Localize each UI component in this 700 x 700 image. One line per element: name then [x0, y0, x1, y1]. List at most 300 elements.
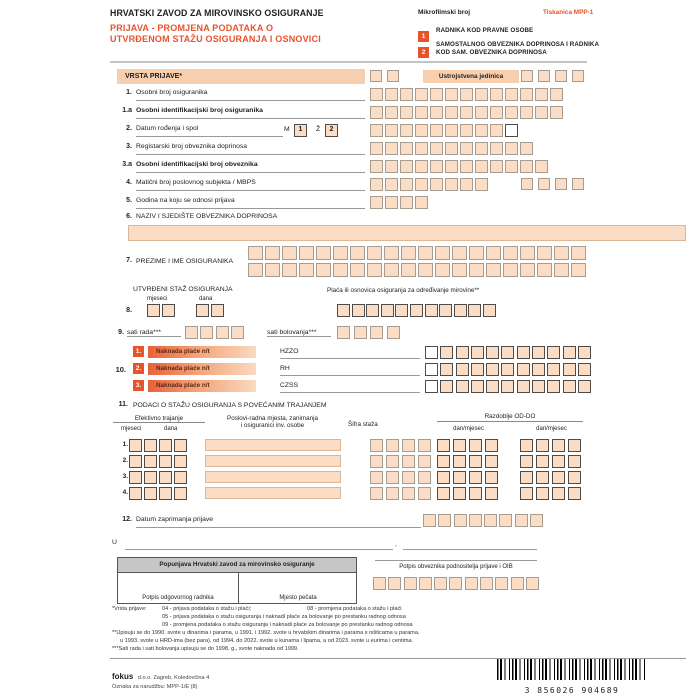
form-cell[interactable]: [485, 455, 498, 468]
form-cell[interactable]: [501, 380, 514, 393]
form-cell[interactable]: [517, 380, 530, 393]
form-cell[interactable]: [415, 196, 428, 209]
submitter-oib-boxes[interactable]: [373, 577, 541, 590]
vrsta-prijave-boxes[interactable]: [370, 70, 404, 82]
section-10-boxes-czss[interactable]: [425, 380, 593, 393]
form-cell[interactable]: [485, 487, 498, 500]
row-6-name-field[interactable]: [128, 225, 686, 241]
form-cell[interactable]: [430, 178, 443, 191]
form-cell[interactable]: [469, 246, 484, 260]
form-cell[interactable]: [386, 439, 399, 452]
form-cell[interactable]: [367, 263, 382, 277]
form-cell[interactable]: [384, 246, 399, 260]
form-cell[interactable]: [555, 178, 567, 190]
form-cell[interactable]: [483, 304, 496, 317]
form-cell[interactable]: [485, 439, 498, 452]
form-cell[interactable]: [434, 577, 447, 590]
form-cell[interactable]: [425, 346, 438, 359]
form-cell[interactable]: [159, 439, 172, 452]
form-cell[interactable]: [373, 577, 386, 590]
section-11-row-4-job-field[interactable]: [205, 487, 341, 499]
form-cell[interactable]: [425, 304, 438, 317]
form-cell[interactable]: [480, 577, 493, 590]
form-cell[interactable]: [415, 124, 428, 137]
form-cell[interactable]: [521, 70, 533, 82]
form-cell[interactable]: [350, 246, 365, 260]
form-cell[interactable]: [475, 124, 488, 137]
section-11-row-3-job-field[interactable]: [205, 471, 341, 483]
form-cell[interactable]: [536, 455, 549, 468]
form-cell[interactable]: [490, 88, 503, 101]
form-cell[interactable]: [385, 106, 398, 119]
row-7-boxes-line2[interactable]: [248, 263, 588, 277]
row-4-boxes-a[interactable]: [370, 178, 490, 191]
form-cell[interactable]: [486, 363, 499, 376]
form-cell[interactable]: [216, 326, 229, 339]
form-cell[interactable]: [505, 88, 518, 101]
form-cell[interactable]: [159, 455, 172, 468]
form-cell[interactable]: [449, 577, 462, 590]
form-cell[interactable]: [144, 471, 157, 484]
form-cell[interactable]: [535, 106, 548, 119]
section-10-boxes-hzzo[interactable]: [425, 346, 593, 359]
form-cell[interactable]: [248, 263, 263, 277]
form-cell[interactable]: [211, 304, 224, 317]
form-cell[interactable]: [568, 487, 581, 500]
section-12-boxes[interactable]: [423, 514, 545, 527]
section-8-months-boxes[interactable]: [147, 304, 177, 317]
form-cell[interactable]: [265, 263, 280, 277]
form-cell[interactable]: [388, 577, 401, 590]
form-cell[interactable]: [452, 263, 467, 277]
form-cell[interactable]: [568, 471, 581, 484]
form-cell[interactable]: [440, 363, 453, 376]
form-cell[interactable]: [532, 363, 545, 376]
form-cell[interactable]: [520, 439, 533, 452]
form-cell[interactable]: [547, 346, 560, 359]
form-cell[interactable]: [505, 142, 518, 155]
form-cell[interactable]: [159, 471, 172, 484]
form-cell[interactable]: [385, 142, 398, 155]
form-cell[interactable]: [200, 326, 213, 339]
form-cell[interactable]: [460, 142, 473, 155]
form-cell[interactable]: [571, 263, 586, 277]
form-cell[interactable]: [520, 246, 535, 260]
form-cell[interactable]: [532, 380, 545, 393]
form-cell[interactable]: [415, 178, 428, 191]
form-cell[interactable]: [555, 70, 567, 82]
form-cell[interactable]: [471, 346, 484, 359]
form-cell[interactable]: [535, 88, 548, 101]
form-cell[interactable]: [402, 439, 415, 452]
form-cell[interactable]: [299, 246, 314, 260]
form-cell[interactable]: [495, 577, 508, 590]
form-cell[interactable]: [400, 178, 413, 191]
form-cell[interactable]: [505, 106, 518, 119]
form-cell[interactable]: [445, 88, 458, 101]
form-cell[interactable]: [370, 70, 382, 82]
section-12-line[interactable]: [136, 527, 421, 528]
form-cell[interactable]: [445, 178, 458, 191]
form-cell[interactable]: [503, 263, 518, 277]
form-cell[interactable]: [465, 577, 478, 590]
form-cell[interactable]: [552, 455, 565, 468]
form-cell[interactable]: [521, 178, 533, 190]
form-cell[interactable]: [299, 263, 314, 277]
form-cell[interactable]: [425, 380, 438, 393]
form-cell[interactable]: [437, 487, 450, 500]
section-10-line-1[interactable]: [280, 358, 420, 359]
form-cell[interactable]: [486, 346, 499, 359]
row-2-boxes[interactable]: [370, 124, 505, 137]
form-cell[interactable]: [385, 124, 398, 137]
form-cell[interactable]: [385, 160, 398, 173]
form-cell[interactable]: [475, 142, 488, 155]
form-cell[interactable]: [129, 471, 142, 484]
form-cell[interactable]: [333, 263, 348, 277]
form-cell[interactable]: [445, 124, 458, 137]
form-cell[interactable]: [568, 439, 581, 452]
form-cell[interactable]: [460, 124, 473, 137]
form-cell[interactable]: [471, 363, 484, 376]
form-cell[interactable]: [468, 304, 481, 317]
form-cell[interactable]: [370, 196, 383, 209]
form-cell[interactable]: [453, 439, 466, 452]
section-10-line-3[interactable]: [280, 392, 420, 393]
form-cell[interactable]: [415, 88, 428, 101]
form-cell[interactable]: [440, 380, 453, 393]
section-11-row-3-eff-boxes[interactable]: [129, 471, 189, 484]
form-cell[interactable]: [418, 246, 433, 260]
form-cell[interactable]: [400, 196, 413, 209]
form-cell[interactable]: [554, 263, 569, 277]
form-cell[interactable]: [129, 487, 142, 500]
form-cell[interactable]: [520, 160, 533, 173]
form-cell[interactable]: [423, 514, 436, 527]
form-cell[interactable]: [440, 346, 453, 359]
form-cell[interactable]: [385, 88, 398, 101]
form-cell[interactable]: [370, 142, 383, 155]
form-cell[interactable]: [535, 160, 548, 173]
form-cell[interactable]: [333, 246, 348, 260]
section-10-line-2[interactable]: [280, 375, 420, 376]
form-cell[interactable]: [370, 124, 383, 137]
form-cell[interactable]: [400, 124, 413, 137]
form-cell[interactable]: [456, 363, 469, 376]
form-cell[interactable]: [454, 304, 467, 317]
form-cell[interactable]: [352, 304, 365, 317]
section-11-row-3-code-boxes[interactable]: [370, 471, 434, 484]
form-cell[interactable]: [425, 363, 438, 376]
form-cell[interactable]: [563, 363, 576, 376]
form-cell[interactable]: [144, 439, 157, 452]
form-cell[interactable]: [129, 455, 142, 468]
row-3a-line[interactable]: [136, 172, 365, 173]
form-cell[interactable]: [385, 178, 398, 191]
form-cell[interactable]: [231, 326, 244, 339]
form-cell[interactable]: [370, 160, 383, 173]
form-cell[interactable]: [144, 455, 157, 468]
form-cell[interactable]: [384, 263, 399, 277]
form-cell[interactable]: [530, 514, 543, 527]
form-cell[interactable]: [520, 88, 533, 101]
section-8-salary-boxes[interactable]: [337, 304, 498, 317]
row-1-line[interactable]: [136, 100, 365, 101]
section-8-days-boxes[interactable]: [196, 304, 226, 317]
form-cell[interactable]: [520, 106, 533, 119]
form-cell[interactable]: [402, 471, 415, 484]
section-11-row-4-code-boxes[interactable]: [370, 487, 434, 500]
section-11-row-1-code-boxes[interactable]: [370, 439, 434, 452]
form-cell[interactable]: [196, 304, 209, 317]
form-cell[interactable]: [515, 514, 528, 527]
form-cell[interactable]: [418, 471, 431, 484]
form-cell[interactable]: [568, 455, 581, 468]
form-cell[interactable]: [517, 363, 530, 376]
form-cell[interactable]: [452, 246, 467, 260]
row-3a-boxes[interactable]: [370, 160, 550, 173]
form-cell[interactable]: [445, 106, 458, 119]
section-11-row-4-to-boxes[interactable]: [520, 487, 584, 500]
form-cell[interactable]: [435, 263, 450, 277]
form-cell[interactable]: [552, 471, 565, 484]
form-cell[interactable]: [418, 487, 431, 500]
section-9-work-boxes[interactable]: [185, 326, 246, 339]
form-cell[interactable]: [547, 363, 560, 376]
form-cell[interactable]: [536, 487, 549, 500]
form-cell[interactable]: [435, 246, 450, 260]
form-cell[interactable]: [129, 439, 142, 452]
form-cell[interactable]: [499, 514, 512, 527]
form-cell[interactable]: [469, 263, 484, 277]
form-cell[interactable]: [387, 70, 399, 82]
form-cell[interactable]: [550, 106, 563, 119]
form-cell[interactable]: [469, 471, 482, 484]
form-cell[interactable]: [460, 178, 473, 191]
form-cell[interactable]: [547, 380, 560, 393]
form-cell[interactable]: [174, 471, 187, 484]
section-11-row-4-eff-boxes[interactable]: [129, 487, 189, 500]
form-cell[interactable]: [418, 455, 431, 468]
sex-female-box[interactable]: 2: [325, 124, 338, 137]
form-cell[interactable]: [505, 160, 518, 173]
form-cell[interactable]: [445, 160, 458, 173]
row-2-line[interactable]: [136, 136, 283, 137]
form-cell[interactable]: [536, 439, 549, 452]
form-cell[interactable]: [418, 439, 431, 452]
form-cell[interactable]: [526, 577, 539, 590]
form-cell[interactable]: [454, 514, 467, 527]
form-cell[interactable]: [439, 304, 452, 317]
form-cell[interactable]: [460, 160, 473, 173]
form-cell[interactable]: [400, 106, 413, 119]
form-cell[interactable]: [475, 88, 488, 101]
form-cell[interactable]: [484, 514, 497, 527]
form-cell[interactable]: [538, 178, 550, 190]
form-cell[interactable]: [486, 380, 499, 393]
form-cell[interactable]: [402, 455, 415, 468]
row-1a-boxes[interactable]: [370, 106, 565, 119]
form-cell[interactable]: [386, 471, 399, 484]
place-line[interactable]: [125, 549, 393, 550]
section-11-row-4-from-boxes[interactable]: [437, 487, 501, 500]
form-cell[interactable]: [437, 471, 450, 484]
form-cell[interactable]: [418, 263, 433, 277]
form-cell[interactable]: [453, 455, 466, 468]
form-cell[interactable]: [185, 326, 198, 339]
form-cell[interactable]: [520, 263, 535, 277]
form-cell[interactable]: [400, 160, 413, 173]
section-11-row-3-from-boxes[interactable]: [437, 471, 501, 484]
form-cell[interactable]: [475, 160, 488, 173]
form-cell[interactable]: [404, 577, 417, 590]
form-cell[interactable]: [174, 439, 187, 452]
form-cell[interactable]: [370, 455, 383, 468]
form-cell[interactable]: [419, 577, 432, 590]
form-cell[interactable]: [144, 487, 157, 500]
form-cell[interactable]: [370, 471, 383, 484]
row-7-boxes-line1[interactable]: [248, 246, 588, 260]
form-cell[interactable]: [460, 106, 473, 119]
row-4-line[interactable]: [136, 190, 365, 191]
section-11-row-2-job-field[interactable]: [205, 455, 341, 467]
form-cell[interactable]: [395, 304, 408, 317]
form-cell[interactable]: [282, 246, 297, 260]
form-cell[interactable]: [536, 471, 549, 484]
form-cell[interactable]: [401, 263, 416, 277]
row-5-line[interactable]: [136, 208, 365, 209]
form-cell[interactable]: [490, 142, 503, 155]
form-cell[interactable]: [401, 246, 416, 260]
form-cell[interactable]: [578, 363, 591, 376]
date-line[interactable]: [403, 549, 537, 550]
form-cell[interactable]: [437, 455, 450, 468]
form-cell[interactable]: [501, 363, 514, 376]
form-cell[interactable]: [265, 246, 280, 260]
section-11-row-2-eff-boxes[interactable]: [129, 455, 189, 468]
form-cell[interactable]: [370, 439, 383, 452]
form-cell[interactable]: [538, 70, 550, 82]
form-cell[interactable]: [415, 106, 428, 119]
form-cell[interactable]: [453, 471, 466, 484]
form-cell[interactable]: [337, 304, 350, 317]
section-9-sick-boxes[interactable]: [337, 326, 404, 339]
form-cell[interactable]: [490, 124, 503, 137]
form-cell[interactable]: [453, 487, 466, 500]
form-cell[interactable]: [370, 178, 383, 191]
section-11-row-2-to-boxes[interactable]: [520, 455, 584, 468]
form-cell[interactable]: [430, 106, 443, 119]
section-11-row-2-from-boxes[interactable]: [437, 455, 501, 468]
form-cell[interactable]: [520, 471, 533, 484]
form-cell[interactable]: [550, 88, 563, 101]
section-11-row-1-to-boxes[interactable]: [520, 439, 584, 452]
form-cell[interactable]: [517, 346, 530, 359]
form-cell[interactable]: [316, 263, 331, 277]
form-cell[interactable]: [370, 487, 383, 500]
form-cell[interactable]: [486, 263, 501, 277]
form-cell[interactable]: [572, 70, 584, 82]
form-cell[interactable]: [367, 246, 382, 260]
section-11-row-1-eff-boxes[interactable]: [129, 439, 189, 452]
form-cell[interactable]: [437, 439, 450, 452]
form-cell[interactable]: [554, 246, 569, 260]
ustrojstvena-jedinica-boxes[interactable]: [521, 70, 589, 82]
form-cell[interactable]: [490, 106, 503, 119]
form-cell[interactable]: [511, 577, 524, 590]
form-cell[interactable]: [571, 246, 586, 260]
form-cell[interactable]: [486, 246, 501, 260]
form-cell[interactable]: [162, 304, 175, 317]
section-10-boxes-rh[interactable]: [425, 363, 593, 376]
form-cell[interactable]: [537, 263, 552, 277]
form-cell[interactable]: [370, 88, 383, 101]
form-cell[interactable]: [572, 178, 584, 190]
form-cell[interactable]: [370, 106, 383, 119]
form-cell[interactable]: [430, 88, 443, 101]
form-cell[interactable]: [248, 246, 263, 260]
row-1a-line[interactable]: [136, 118, 365, 119]
form-cell[interactable]: [469, 439, 482, 452]
form-cell[interactable]: [456, 380, 469, 393]
form-cell[interactable]: [370, 326, 383, 339]
form-cell[interactable]: [471, 380, 484, 393]
form-cell[interactable]: [174, 487, 187, 500]
row-5-boxes[interactable]: [370, 196, 430, 209]
form-cell[interactable]: [475, 106, 488, 119]
form-cell[interactable]: [400, 142, 413, 155]
form-cell[interactable]: [430, 124, 443, 137]
form-cell[interactable]: [337, 326, 350, 339]
form-cell[interactable]: [520, 487, 533, 500]
form-cell[interactable]: [520, 455, 533, 468]
form-cell[interactable]: [415, 142, 428, 155]
row-3-boxes[interactable]: [370, 142, 535, 155]
form-cell[interactable]: [563, 380, 576, 393]
form-cell[interactable]: [532, 346, 545, 359]
form-cell[interactable]: [503, 246, 518, 260]
form-cell[interactable]: [552, 487, 565, 500]
form-cell[interactable]: [386, 455, 399, 468]
form-cell[interactable]: [438, 514, 451, 527]
form-cell[interactable]: [381, 304, 394, 317]
form-cell[interactable]: [469, 487, 482, 500]
row-4-boxes-b[interactable]: [521, 178, 589, 190]
form-cell[interactable]: [415, 160, 428, 173]
form-cell[interactable]: [354, 326, 367, 339]
form-cell[interactable]: [469, 514, 482, 527]
section-11-row-3-to-boxes[interactable]: [520, 471, 584, 484]
form-cell[interactable]: [402, 487, 415, 500]
form-cell[interactable]: [520, 142, 533, 155]
form-cell[interactable]: [552, 439, 565, 452]
form-cell[interactable]: [316, 246, 331, 260]
form-cell[interactable]: [537, 246, 552, 260]
submitter-signature-line[interactable]: [375, 560, 537, 561]
form-cell[interactable]: [159, 487, 172, 500]
sex-male-box[interactable]: 1: [294, 124, 307, 137]
form-cell[interactable]: [387, 326, 400, 339]
form-cell[interactable]: [485, 471, 498, 484]
form-cell[interactable]: [460, 88, 473, 101]
form-cell[interactable]: [174, 455, 187, 468]
form-cell[interactable]: [400, 88, 413, 101]
form-cell[interactable]: [456, 346, 469, 359]
section-11-row-2-code-boxes[interactable]: [370, 455, 434, 468]
form-cell[interactable]: [563, 346, 576, 359]
form-cell[interactable]: [430, 142, 443, 155]
form-cell[interactable]: [385, 196, 398, 209]
